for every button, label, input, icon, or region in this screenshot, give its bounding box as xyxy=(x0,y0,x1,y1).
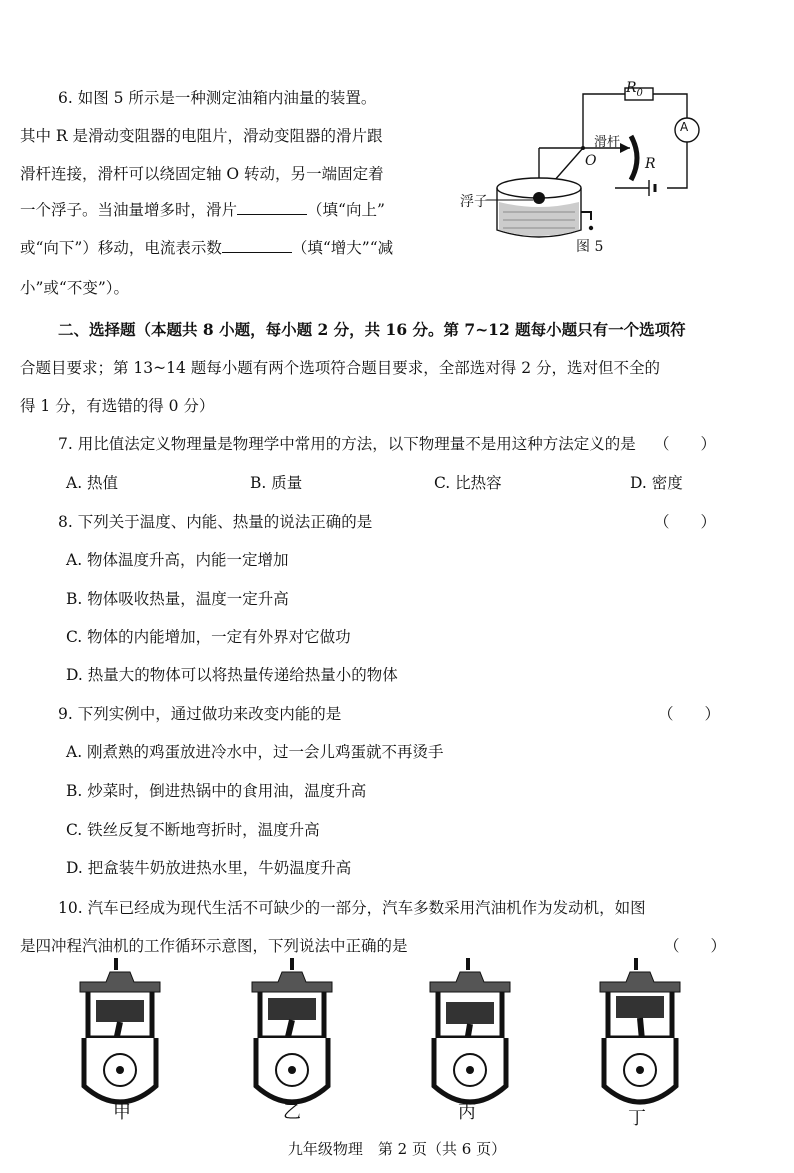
slide-resistor-icon xyxy=(631,136,637,180)
q8-option-b[interactable]: B. 物体吸收热量，温度一定升高 xyxy=(66,590,289,608)
fig5-label-slider: 滑杆 xyxy=(594,135,621,150)
fig5-label-float: 浮子 xyxy=(460,194,488,210)
q6-line-4-text: 一个浮子。当油量增多时，滑片 xyxy=(20,201,238,219)
fig5-label-ammeter: A xyxy=(680,120,689,134)
engine-jia-icon xyxy=(70,958,170,1118)
q9-answer-paren[interactable]: （ ） xyxy=(658,705,721,723)
q9-stem: 9. 下列实例中，通过做功来改变内能的是 xyxy=(58,705,342,723)
q8-option-d[interactable]: D. 热量大的物体可以将热量传递给热量小的物体 xyxy=(66,666,398,684)
engine-label-jia: 甲 xyxy=(113,1102,131,1123)
fig5-label-r: R xyxy=(645,156,656,172)
engine-yi-icon xyxy=(242,958,342,1118)
q6-line-4-tail: （填“向上” xyxy=(307,201,385,219)
q9-option-a[interactable]: A. 刚煮熟的鸡蛋放进冷水中，过一会儿鸡蛋就不再烫手 xyxy=(66,743,444,761)
q7-answer-paren[interactable]: （ ） xyxy=(654,435,717,453)
q9-option-b[interactable]: B. 炒菜时，倒进热锅中的食用油，温度升高 xyxy=(66,782,367,800)
q8-stem: 8. 下列关于温度、内能、热量的说法正确的是 xyxy=(58,513,373,531)
q10-line-1: 10. 汽车已经成为现代生活不可缺少的一部分，汽车多数采用汽油机作为发动机，如图 xyxy=(58,899,646,917)
fig5-label-r0: $R_0$ xyxy=(626,80,643,99)
q7-option-d[interactable]: D. 密度 xyxy=(630,474,683,492)
figure-5-diagram xyxy=(455,80,705,260)
answer-blank-1[interactable] xyxy=(237,200,307,215)
q6-line-4 xyxy=(20,198,385,220)
q6-line-5 xyxy=(20,236,393,258)
q7-option-a[interactable]: A. 热值 xyxy=(66,474,119,492)
q8-option-c[interactable]: C. 物体的内能增加，一定有外界对它做功 xyxy=(66,628,351,646)
q10-line-2: 是四冲程汽油机的工作循环示意图，下列说法中正确的是 xyxy=(20,937,408,955)
section2-line-3: 得 1 分，有选错的得 0 分） xyxy=(20,397,215,415)
q8-answer-paren[interactable]: （ ） xyxy=(654,513,717,531)
section2-line-1: 二、选择题（本题共 8 小题，每小题 2 分，共 16 分。第 7~12 题每小题只有一个选项符 xyxy=(58,320,686,339)
engine-label-yi: 乙 xyxy=(283,1102,301,1123)
q7-stem: 7. 用比值法定义物理量是物理学中常用的方法，以下物理量不是用这种方法定义的是 xyxy=(58,435,636,453)
page-footer: 九年级物理 第 2 页（共 6 页） xyxy=(287,1140,507,1158)
q6-line-1: 6. 如图 5 所示是一种测定油箱内油量的装置。 xyxy=(58,89,377,107)
q6-line-5-tail: （填“增大”“减 xyxy=(291,239,394,257)
engine-ding-icon xyxy=(590,958,690,1118)
engine-label-ding: 丁 xyxy=(628,1108,646,1129)
q7-option-c[interactable]: C. 比热容 xyxy=(434,474,502,492)
fig5-label-o: O xyxy=(585,153,597,169)
q6-line-3: 滑杆连接，滑杆可以绕固定轴 O 转动，另一端固定着 xyxy=(20,165,384,183)
oil-tank-icon xyxy=(497,178,593,237)
fig5-caption: 图 5 xyxy=(576,239,604,255)
answer-blank-2[interactable] xyxy=(222,238,292,253)
q7-option-b[interactable]: B. 质量 xyxy=(250,474,303,492)
q6-line-5-text: 或“向下”）移动，电流表示数 xyxy=(20,239,222,257)
q6-line-6: 小”或“不变”）。 xyxy=(20,279,130,297)
q8-option-a[interactable]: A. 物体温度升高，内能一定增加 xyxy=(66,551,289,569)
section2-line-2: 合题目要求；第 13~14 题每小题有两个选项符合题目要求，全部选对得 2 分，选对但不全的 xyxy=(20,359,661,377)
q9-option-c[interactable]: C. 铁丝反复不断地弯折时，温度升高 xyxy=(66,821,320,839)
engine-label-bing: 丙 xyxy=(458,1102,476,1123)
q6-line-2: 其中 R 是滑动变阻器的电阻片，滑动变阻器的滑片跟 xyxy=(20,127,383,145)
engine-bing-icon xyxy=(420,958,520,1118)
q10-answer-paren[interactable]: （ ） xyxy=(664,937,727,955)
q9-option-d[interactable]: D. 把盒装牛奶放进热水里，牛奶温度升高 xyxy=(66,859,352,877)
